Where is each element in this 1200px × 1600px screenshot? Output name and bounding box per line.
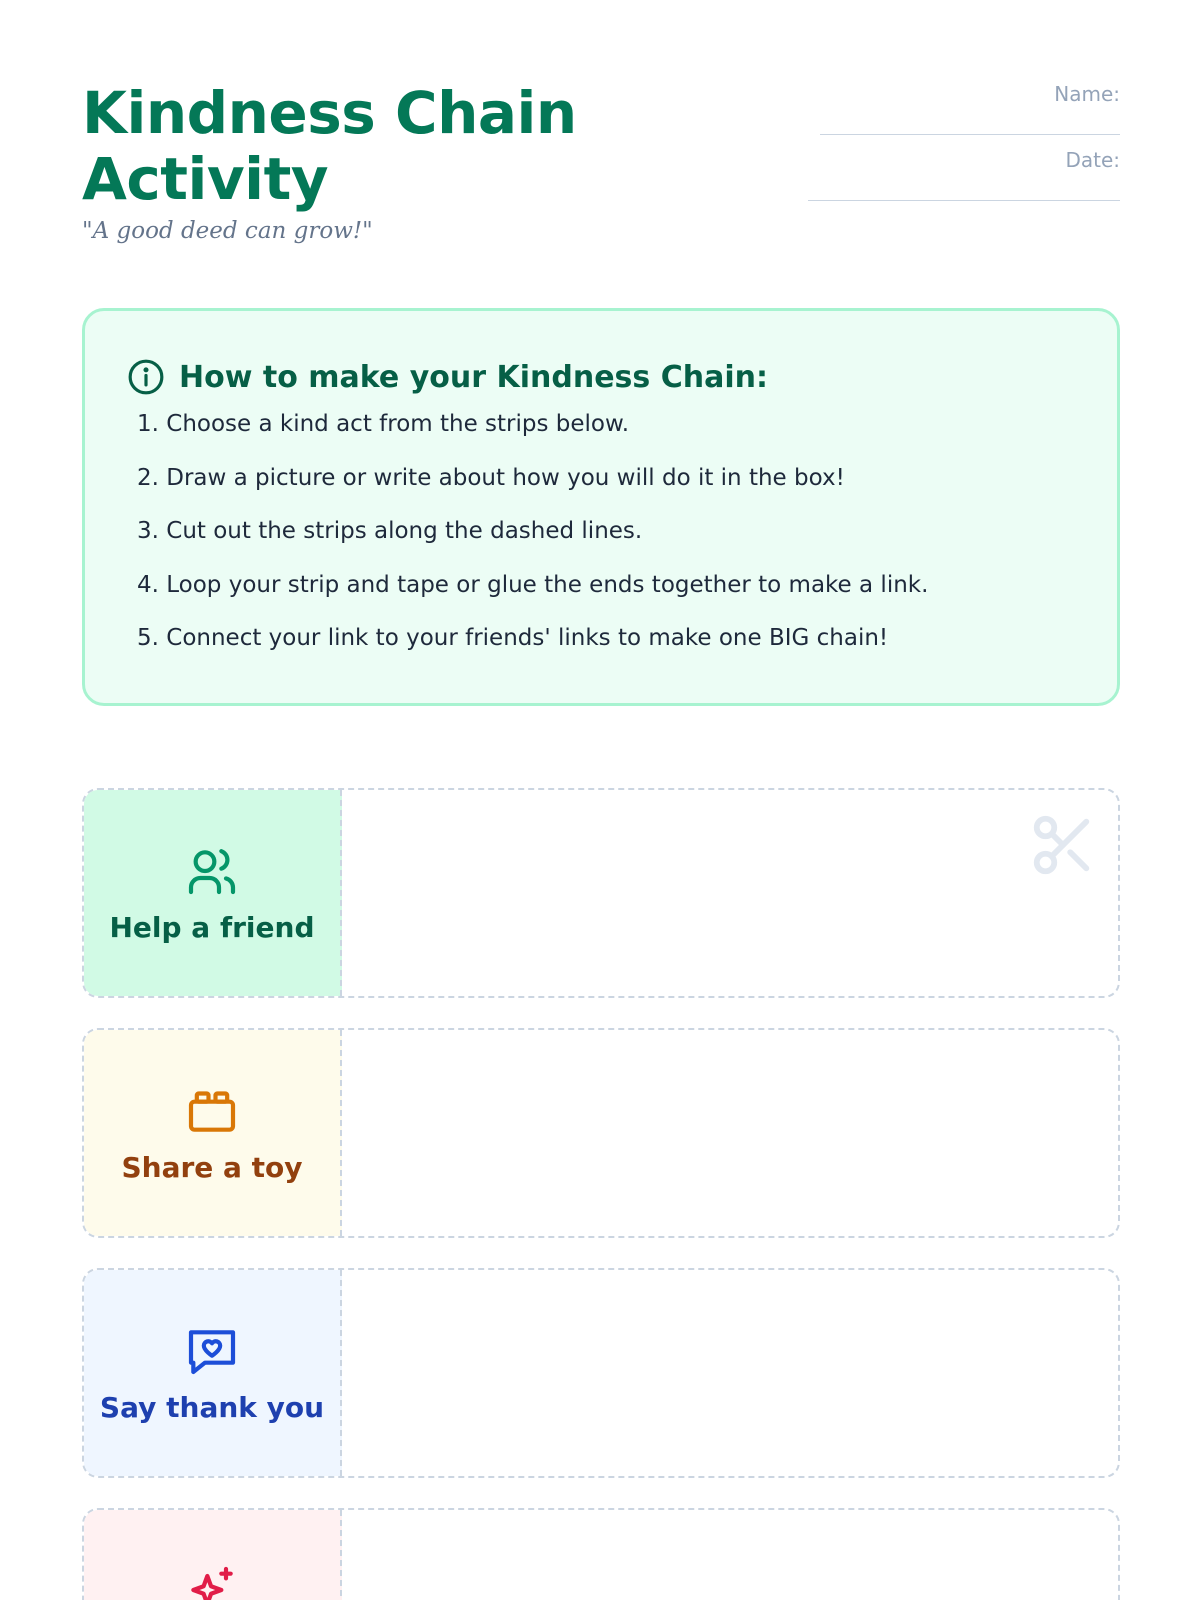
kindness-strip-say-thank-you[interactable] bbox=[82, 1268, 1120, 1478]
scissors-icon bbox=[1028, 810, 1098, 880]
drawing-area[interactable] bbox=[342, 1510, 1118, 1600]
worksheet-header bbox=[82, 80, 1120, 260]
kindness-strip-share-a-toy[interactable] bbox=[82, 1028, 1120, 1238]
strip-tag bbox=[84, 1030, 342, 1236]
name-field[interactable] bbox=[800, 82, 1120, 106]
users-icon bbox=[184, 843, 240, 899]
page-subtitle: "A good deed can grow!" bbox=[82, 218, 373, 244]
strip-tag bbox=[84, 1510, 342, 1600]
strip-label: Help a friend bbox=[109, 910, 315, 944]
sparkles-icon bbox=[184, 1562, 240, 1600]
date-label: Date: bbox=[1065, 148, 1120, 172]
name-line[interactable] bbox=[820, 134, 1120, 135]
instruction-step: 5. Connect your link to your friends' links to make one BIG chain! bbox=[137, 625, 889, 651]
worksheet-page bbox=[82, 0, 1120, 1600]
kindness-strip-help-a-friend[interactable] bbox=[82, 788, 1120, 998]
drawing-area[interactable] bbox=[342, 1270, 1118, 1476]
drawing-area[interactable] bbox=[342, 790, 1118, 996]
date-field[interactable] bbox=[800, 148, 1120, 172]
kindness-strip[interactable] bbox=[82, 1508, 1120, 1600]
strip-label: Say thank you bbox=[99, 1390, 325, 1424]
info-icon bbox=[127, 358, 165, 396]
instruction-step: 2. Draw a picture or write about how you will do it in the box! bbox=[137, 464, 845, 491]
instructions-title: How to make your Kindness Chain: bbox=[179, 359, 768, 395]
strip-label: Share a toy bbox=[121, 1150, 303, 1184]
instructions-list bbox=[137, 411, 928, 679]
strip-tag bbox=[84, 790, 342, 996]
name-label: Name: bbox=[1054, 82, 1120, 106]
instructions-box bbox=[82, 308, 1120, 706]
toy-block-icon bbox=[184, 1083, 240, 1139]
date-line[interactable] bbox=[808, 200, 1120, 201]
drawing-area[interactable] bbox=[342, 1030, 1118, 1236]
strip-tag bbox=[84, 1270, 342, 1476]
instruction-step: 4. Loop your strip and tape or glue the ends together to make a link. bbox=[137, 571, 929, 598]
instruction-step: 1. Choose a kind act from the strips below. bbox=[137, 411, 630, 437]
page-title: Kindness Chain Activity bbox=[82, 79, 577, 213]
heart-message-icon bbox=[184, 1323, 240, 1379]
instruction-step: 3. Cut out the strips along the dashed lines. bbox=[137, 518, 643, 544]
instructions-header bbox=[127, 357, 768, 397]
